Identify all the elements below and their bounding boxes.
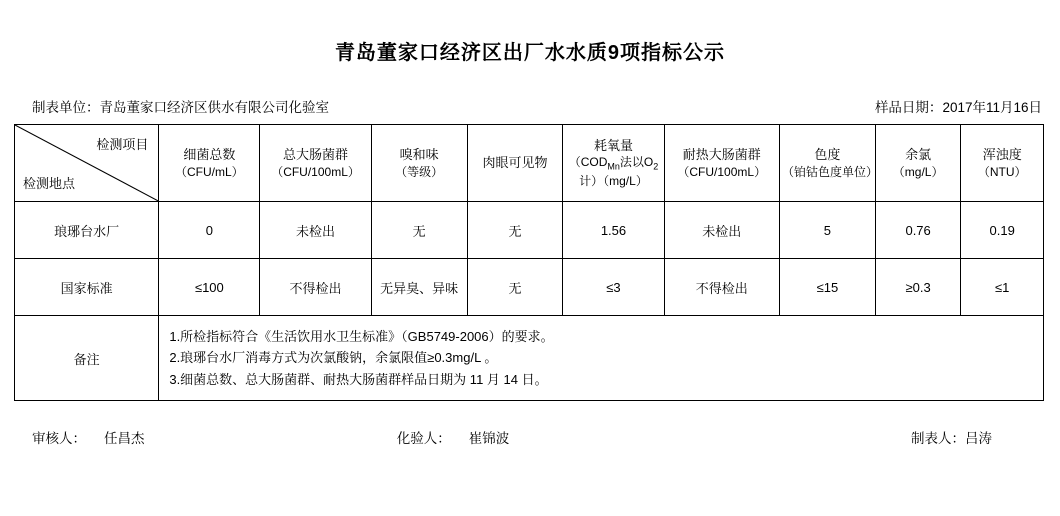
note-line-3: 3.细菌总数、总大肠菌群、耐热大肠菌群样品日期为 11 月 14 日。 xyxy=(169,371,548,387)
header-col-0 xyxy=(159,125,260,202)
header-col-8-unit: （NTU） xyxy=(977,164,1027,179)
sample-date-label: 样品日期： xyxy=(874,100,943,115)
row-1-cell-7: ≥0.3 xyxy=(875,259,961,316)
note-line-1: 1.所检指标符合《生活饮用水卫生标准》（GB5749-2006）的要求。 xyxy=(169,328,554,344)
header-col-0-unit: （CFU/mL） xyxy=(175,164,244,179)
header-col-0-name: 细菌总数 xyxy=(183,147,236,163)
header-col-6 xyxy=(779,125,878,202)
note-line-2: 2.琅琊台水厂消毒方式为次氯酸钠，余氯限值≥0.3mg/L 。 xyxy=(169,350,498,366)
row-0-cell-7: 0.76 xyxy=(875,202,961,259)
footer-reviewer-label: 审核人： xyxy=(32,431,86,446)
header-col-6-unit: （铂钴色度单位） xyxy=(781,164,878,179)
header-col-3 xyxy=(467,125,563,202)
row-0-cell-8: 0.19 xyxy=(961,202,1044,259)
note-body xyxy=(159,316,1044,401)
header-col-4-name: 耗氧量 xyxy=(593,137,633,153)
header-col-4-unit: （$COD_{Mn}$法以$O_2$ 计）（mg/L） xyxy=(568,155,659,188)
meta-row xyxy=(14,96,1046,116)
row-1-label: 国家标准 xyxy=(15,259,159,316)
header-corner-item: 检测项目 xyxy=(96,137,149,152)
footer-maker xyxy=(742,427,1040,447)
header-col-1-name: 总大肠菌群 xyxy=(283,147,349,163)
row-1-cell-8: ≤1 xyxy=(961,259,1044,316)
row-0-cell-6: 5 xyxy=(779,202,875,259)
header-col-1-unit: （CFU/100mL） xyxy=(271,164,360,179)
document-page xyxy=(0,36,1060,516)
maker-unit xyxy=(32,96,329,116)
maker-unit-label: 制表单位： xyxy=(32,100,100,115)
footer-tester-label: 化验人： xyxy=(396,431,451,446)
footer-row xyxy=(14,427,1046,447)
header-col-1 xyxy=(260,125,371,202)
row-0-label: 琅琊台水厂 xyxy=(15,202,159,259)
header-col-7-name: 余氯 xyxy=(905,147,932,163)
water-quality-table xyxy=(14,124,1044,401)
sample-date xyxy=(875,96,1042,116)
row-0-cell-5: 未检出 xyxy=(664,202,779,259)
header-corner-cell xyxy=(15,125,159,202)
header-col-2-name: 嗅和味 xyxy=(399,147,439,163)
note-label: 备注 xyxy=(15,316,159,401)
header-col-8 xyxy=(961,125,1044,202)
footer-maker-value: 吕涛 xyxy=(965,431,992,446)
sample-date-value: 2017年11月16日 xyxy=(942,100,1042,115)
footer-tester-value: 崔锦波 xyxy=(468,431,510,446)
row-0-cell-3: 无 xyxy=(467,202,563,259)
header-col-5-unit: （CFU/100mL） xyxy=(677,164,767,179)
header-col-2-unit: （等级） xyxy=(395,164,444,179)
header-col-6-name: 色度 xyxy=(814,147,841,163)
header-corner-location: 检测地点 xyxy=(23,176,76,191)
footer-reviewer xyxy=(32,427,397,447)
maker-unit-value: 青岛董家口经济区供水有限公司化验室 xyxy=(99,100,329,115)
row-1-cell-1: 不得检出 xyxy=(260,259,371,316)
row-0-cell-1: 未检出 xyxy=(260,202,371,259)
row-1-cell-0: ≤100 xyxy=(159,259,260,316)
footer-maker-label: 制表人： xyxy=(911,431,965,446)
header-col-2 xyxy=(371,125,467,202)
header-col-3-name: 肉眼可见物 xyxy=(482,155,548,171)
table-row xyxy=(15,202,1044,259)
header-col-8-name: 浑浊度 xyxy=(982,147,1022,163)
page-title: 青岛董家口经济区出厂水水质9项指标公示 xyxy=(334,42,726,64)
row-1-cell-5: 不得检出 xyxy=(664,259,779,316)
row-0-cell-2: 无 xyxy=(371,202,467,259)
footer-reviewer-value: 任昌杰 xyxy=(104,431,145,446)
row-0-cell-4: 1.56 xyxy=(563,202,664,259)
row-1-cell-3: 无 xyxy=(467,259,563,316)
header-col-5 xyxy=(664,125,779,202)
header-col-5-name: 耐热大肠菌群 xyxy=(682,147,761,163)
row-0-cell-0: 0 xyxy=(159,202,260,259)
note-row xyxy=(15,316,1044,401)
header-col-7-unit: （mg/L） xyxy=(892,164,944,179)
table-header-row xyxy=(15,125,1044,202)
row-1-cell-6: ≤15 xyxy=(779,259,875,316)
row-1-cell-4: ≤3 xyxy=(563,259,664,316)
header-col-7 xyxy=(875,125,961,202)
footer-tester xyxy=(397,427,743,447)
row-1-cell-2: 无异臭、异味 xyxy=(371,259,467,316)
table-row xyxy=(15,259,1044,316)
header-col-4 xyxy=(563,125,664,202)
